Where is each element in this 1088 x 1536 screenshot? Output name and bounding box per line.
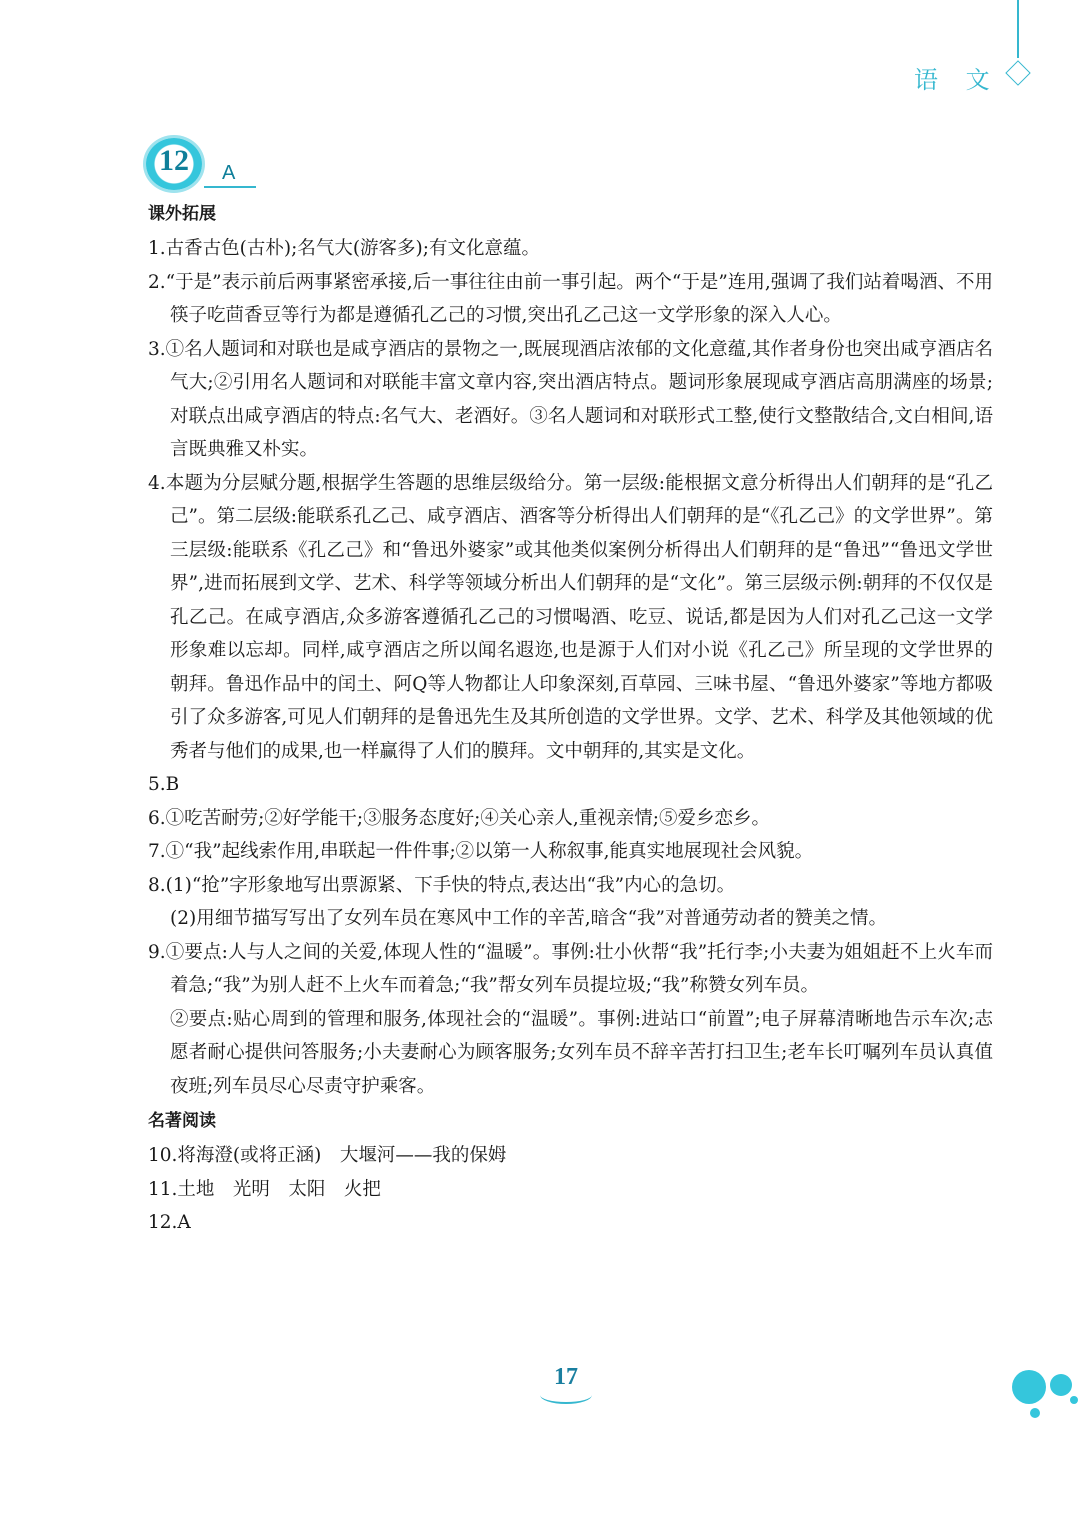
answer-item: 6.①吃苦耐劳;②好学能干;③服务态度好;④关心亲人,重视亲情;⑤爱乡恋乡。	[148, 807, 770, 829]
subject-label: 语 文	[914, 66, 1000, 94]
answer-item: 8.(1)“抢”字形象地写出票源紧、下手快的特点,表达出“我”内心的急切。	[148, 874, 736, 896]
answer-item: 1.古香古色(古朴);名气大(游客多);有文化意蕴。	[148, 238, 540, 259]
header-line	[1017, 0, 1019, 58]
answer-content	[148, 196, 993, 1240]
answer-item: 11.土地 光明 太阳 火把	[148, 1178, 381, 1200]
answer-subitem: ②要点:贴心周到的管理和服务,体现社会的“温暖”。事例:进站口“前置”;电子屏幕清晰地告示车次;志愿者耐心提供问答服务;小夫妻耐心为顾客服务;女列车员不辞辛苦打扫卫生;老车长叮嘱列车员认真值夜班;列车员尽心尽责守护乘客。	[170, 1008, 993, 1097]
answer-item: 7.①“我”起线索作用,串联起一件件事;②以第一人称叙事,能真实地展现社会风貌。	[148, 841, 814, 862]
answer-item: 5.B	[148, 774, 180, 795]
page-number	[530, 1364, 602, 1391]
lesson-number: 12	[159, 144, 189, 177]
answer-subitem: (2)用细节描写写出了女列车员在寒风中工作的辛苦,暗含“我”对普通劳动者的赞美之情。	[170, 908, 888, 929]
answer-item: 10.将海澄(或将正涵) 大堰河——我的保姆	[148, 1145, 507, 1166]
section-extension	[148, 198, 993, 1103]
answer-item: 3.①名人题词和对联也是咸亨酒店的景物之一,既展现酒店浓郁的文化意蕴,其作者身份也突出咸亨酒店名气大;②引用名人题词和对联能丰富文章内容,突出酒店特点。题词形象展现咸亨酒店高朋满座的场景;对联点出咸亨酒店的特点:名气大、老酒好。③名人题词和对联形式工整,使行文整散结合,文白相间,语言既典雅又朴实。	[148, 338, 993, 460]
answer-item: 9.①要点:人与人之间的关爱,体现人性的“温暖”。事例:壮小伙帮“我”托行李;小夫妻为姐姐赶不上火车而着急;“我”为别人赶不上火车而着急;“我”帮女列车员提垃圾;“我”称赞女列车员。	[148, 941, 993, 996]
section-title: 课外拓展	[148, 204, 216, 224]
diamond-icon	[1005, 60, 1030, 85]
page-number-arc	[540, 1386, 592, 1404]
decorative-dots-icon	[1000, 1360, 1088, 1440]
section-title: 名著阅读	[148, 1111, 216, 1131]
page-number-text: 17	[554, 1364, 578, 1390]
answer-item: 2.“于是”表示前后两事紧密承接,后一事往往由前一事引起。两个“于是”连用,强调了我们站着喝酒、不用筷子吃茴香豆等行为都是遵循孔乙己的习惯,突出孔乙己这一文学形象的深入人心。	[148, 271, 993, 326]
lesson-badge	[146, 138, 208, 190]
lesson-underline	[204, 186, 256, 188]
lesson-letter: A	[222, 162, 236, 184]
section-classics	[148, 1105, 993, 1240]
answer-item: 12.A	[148, 1212, 191, 1233]
answer-item: 4.本题为分层赋分题,根据学生答题的思维层级给分。第一层级:能根据文意分析得出人们朝拜的是“孔乙己”。第二层级:能联系孔乙己、咸亨酒店、酒客等分析得出人们朝拜的是“《孔乙己》的文学世界”。第三层级:能联系《孔乙己》和“鲁迅外婆家”或其他类似案例分析得出人们朝拜的是“鲁迅”“鲁迅文学世界”,进而拓展到文学、艺术、科学等领域分析出人们朝拜的是“文化”。第三层级示例:朝拜的不仅仅是孔乙己。在咸亨酒店,众多游客遵循孔乙己的习惯喝酒、吃豆、说话,都是因为人们对孔乙己这一文学形象难以忘却。同样,咸亨酒店之所以闻名遐迩,也是源于人们对小说《孔乙己》所呈现的文学世界的朝拜。鲁迅作品中的闰土、阿Q等人物都让人印象深刻,百草园、三味书屋、“鲁迅外婆家”等地方都吸引了众多游客,可见人们朝拜的是鲁迅先生及其所创造的文学世界。文学、艺术、科学及其他领域的优秀者与他们的成果,也一样赢得了人们的膜拜。文中朝拜的,其实是文化。	[148, 472, 993, 762]
